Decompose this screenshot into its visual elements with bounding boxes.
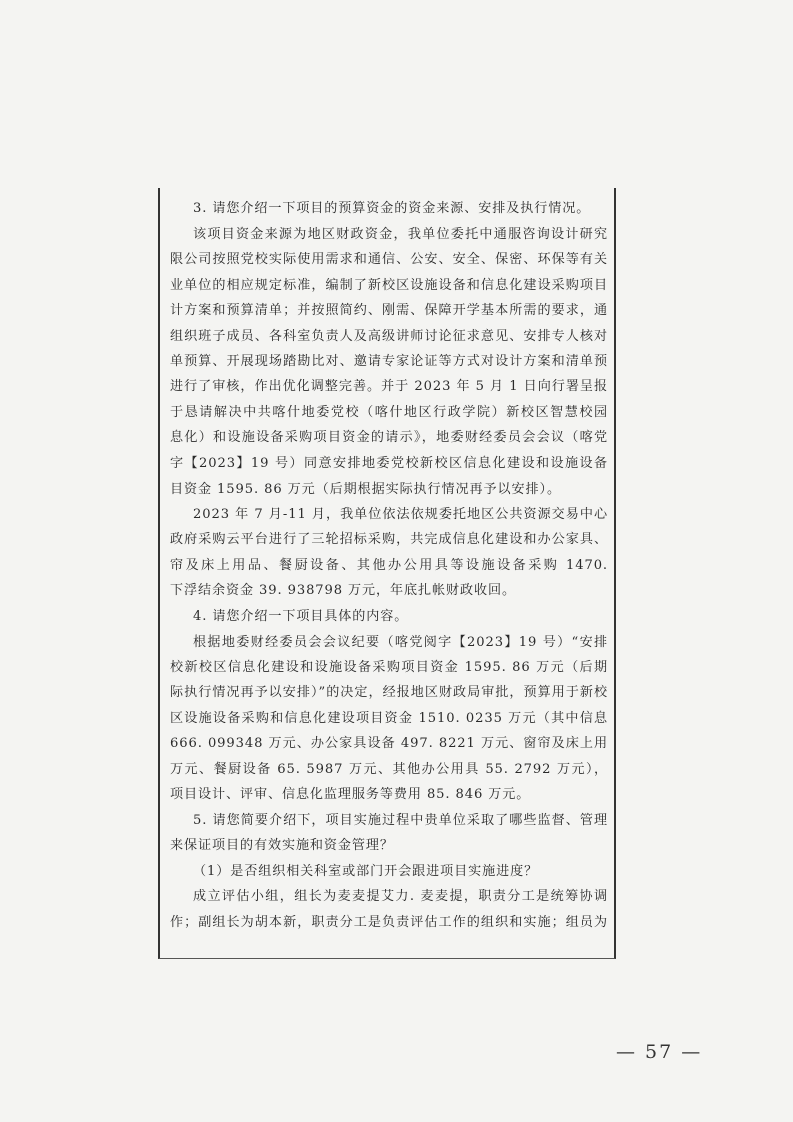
text-line: 来保证项目的有效实施和资金管理？ — [170, 838, 394, 853]
text-line: 下浮结余资金 39. 938798 万元，年底扎帐财政收回。 — [170, 583, 516, 598]
text-line: 字【2023】19 号）同意安排地委党校新校区信息化建设和设施设备 — [170, 456, 608, 471]
text-line: （1）是否组织相关科室或部门开会跟进项目实施进度？ — [193, 864, 539, 879]
text-line: 3. 请您介绍一下项目的预算资金的资金来源、安排及执行情况。 — [193, 201, 591, 216]
text-line: 根据地委财经委员会会议纪要（喀党阅字【2023】19 号）“安排 — [193, 635, 608, 650]
text-line: 息化）和设施设备采购项目资金的请示》，地委财经委员会会议（喀党 — [170, 430, 608, 445]
text-line: 组织班子成员、各科室负责人及高级讲师讨论征求意见、安排专人核对 — [170, 329, 608, 344]
text-line: 区设施设备采购和信息化建设项目资金 1510. 0235 万元（其中信息 — [170, 711, 608, 726]
text-line: 际执行情况再予以安排）”的决定，经报地区财政局审批，预算用于新校 — [170, 685, 608, 700]
text-line: 进行了审核，作出优化调整完善。并于 2023 年 5 月 1 日向行署呈报 — [170, 379, 608, 394]
text-line: 业单位的相应规定标准，编制了新校区设施设备和信息化建设采购项目 — [170, 278, 608, 293]
text-line: 单预算、开展现场踏勘比对、邀请专家论证等方式对设计方案和清单预 — [170, 354, 608, 369]
text-line: 该项目资金来源为地区财政资金，我单位委托中通服咨询设计研究 — [193, 227, 608, 242]
text-line: 帘及床上用品、餐厨设备、其他办公用具等设施设备采购 1470. — [170, 558, 608, 573]
text-line: 666. 099348 万元、办公家具设备 497. 8221 万元、窗帘及床上用 — [170, 736, 608, 751]
text-line: 校新校区信息化建设和设施设备采购项目资金 1595. 86 万元（后期 — [170, 660, 608, 675]
text-line: 万元、餐厨设备 65. 5987 万元、其他办公用具 55. 2792 万元）， — [170, 762, 608, 777]
text-line: 于恳请解决中共喀什地委党校（喀什地区行政学院）新校区智慧校园 — [170, 405, 608, 420]
text-line: 4. 请您介绍一下项目具体的内容。 — [193, 609, 409, 624]
text-line: 计方案和预算清单；并按照简约、刚需、保障开学基本所需的要求，通 — [170, 303, 608, 318]
text-line: 2023 年 7 月-11 月，我单位依法依规委托地区公共资源交易中心 — [193, 507, 608, 522]
text-line: 目资金 1595. 86 万元（后期根据实际执行情况再予以安排）。 — [170, 482, 561, 497]
text-line: 成立评估小组，组长为麦麦提艾力. 麦麦提，职责分工是统筹协调 — [193, 889, 608, 904]
text-line: 作；副组长为胡本新，职责分工是负责评估工作的组织和实施；组员为 — [170, 915, 608, 930]
text-line: 5. 请您简要介绍下，项目实施过程中贵单位采取了哪些监督、管理 — [193, 813, 608, 828]
document-frame — [158, 188, 616, 959]
text-line: 限公司按照党校实际使用需求和通信、公安、安全、保密、环保等有关 — [170, 252, 608, 267]
text-line: 项目设计、评审、信息化监理服务等费用 85. 846 万元。 — [170, 787, 531, 802]
page-number: — 57 — — [616, 1041, 703, 1063]
text-line: 政府采购云平台进行了三轮招标采购，共完成信息化建设和办公家具、 — [170, 532, 608, 547]
